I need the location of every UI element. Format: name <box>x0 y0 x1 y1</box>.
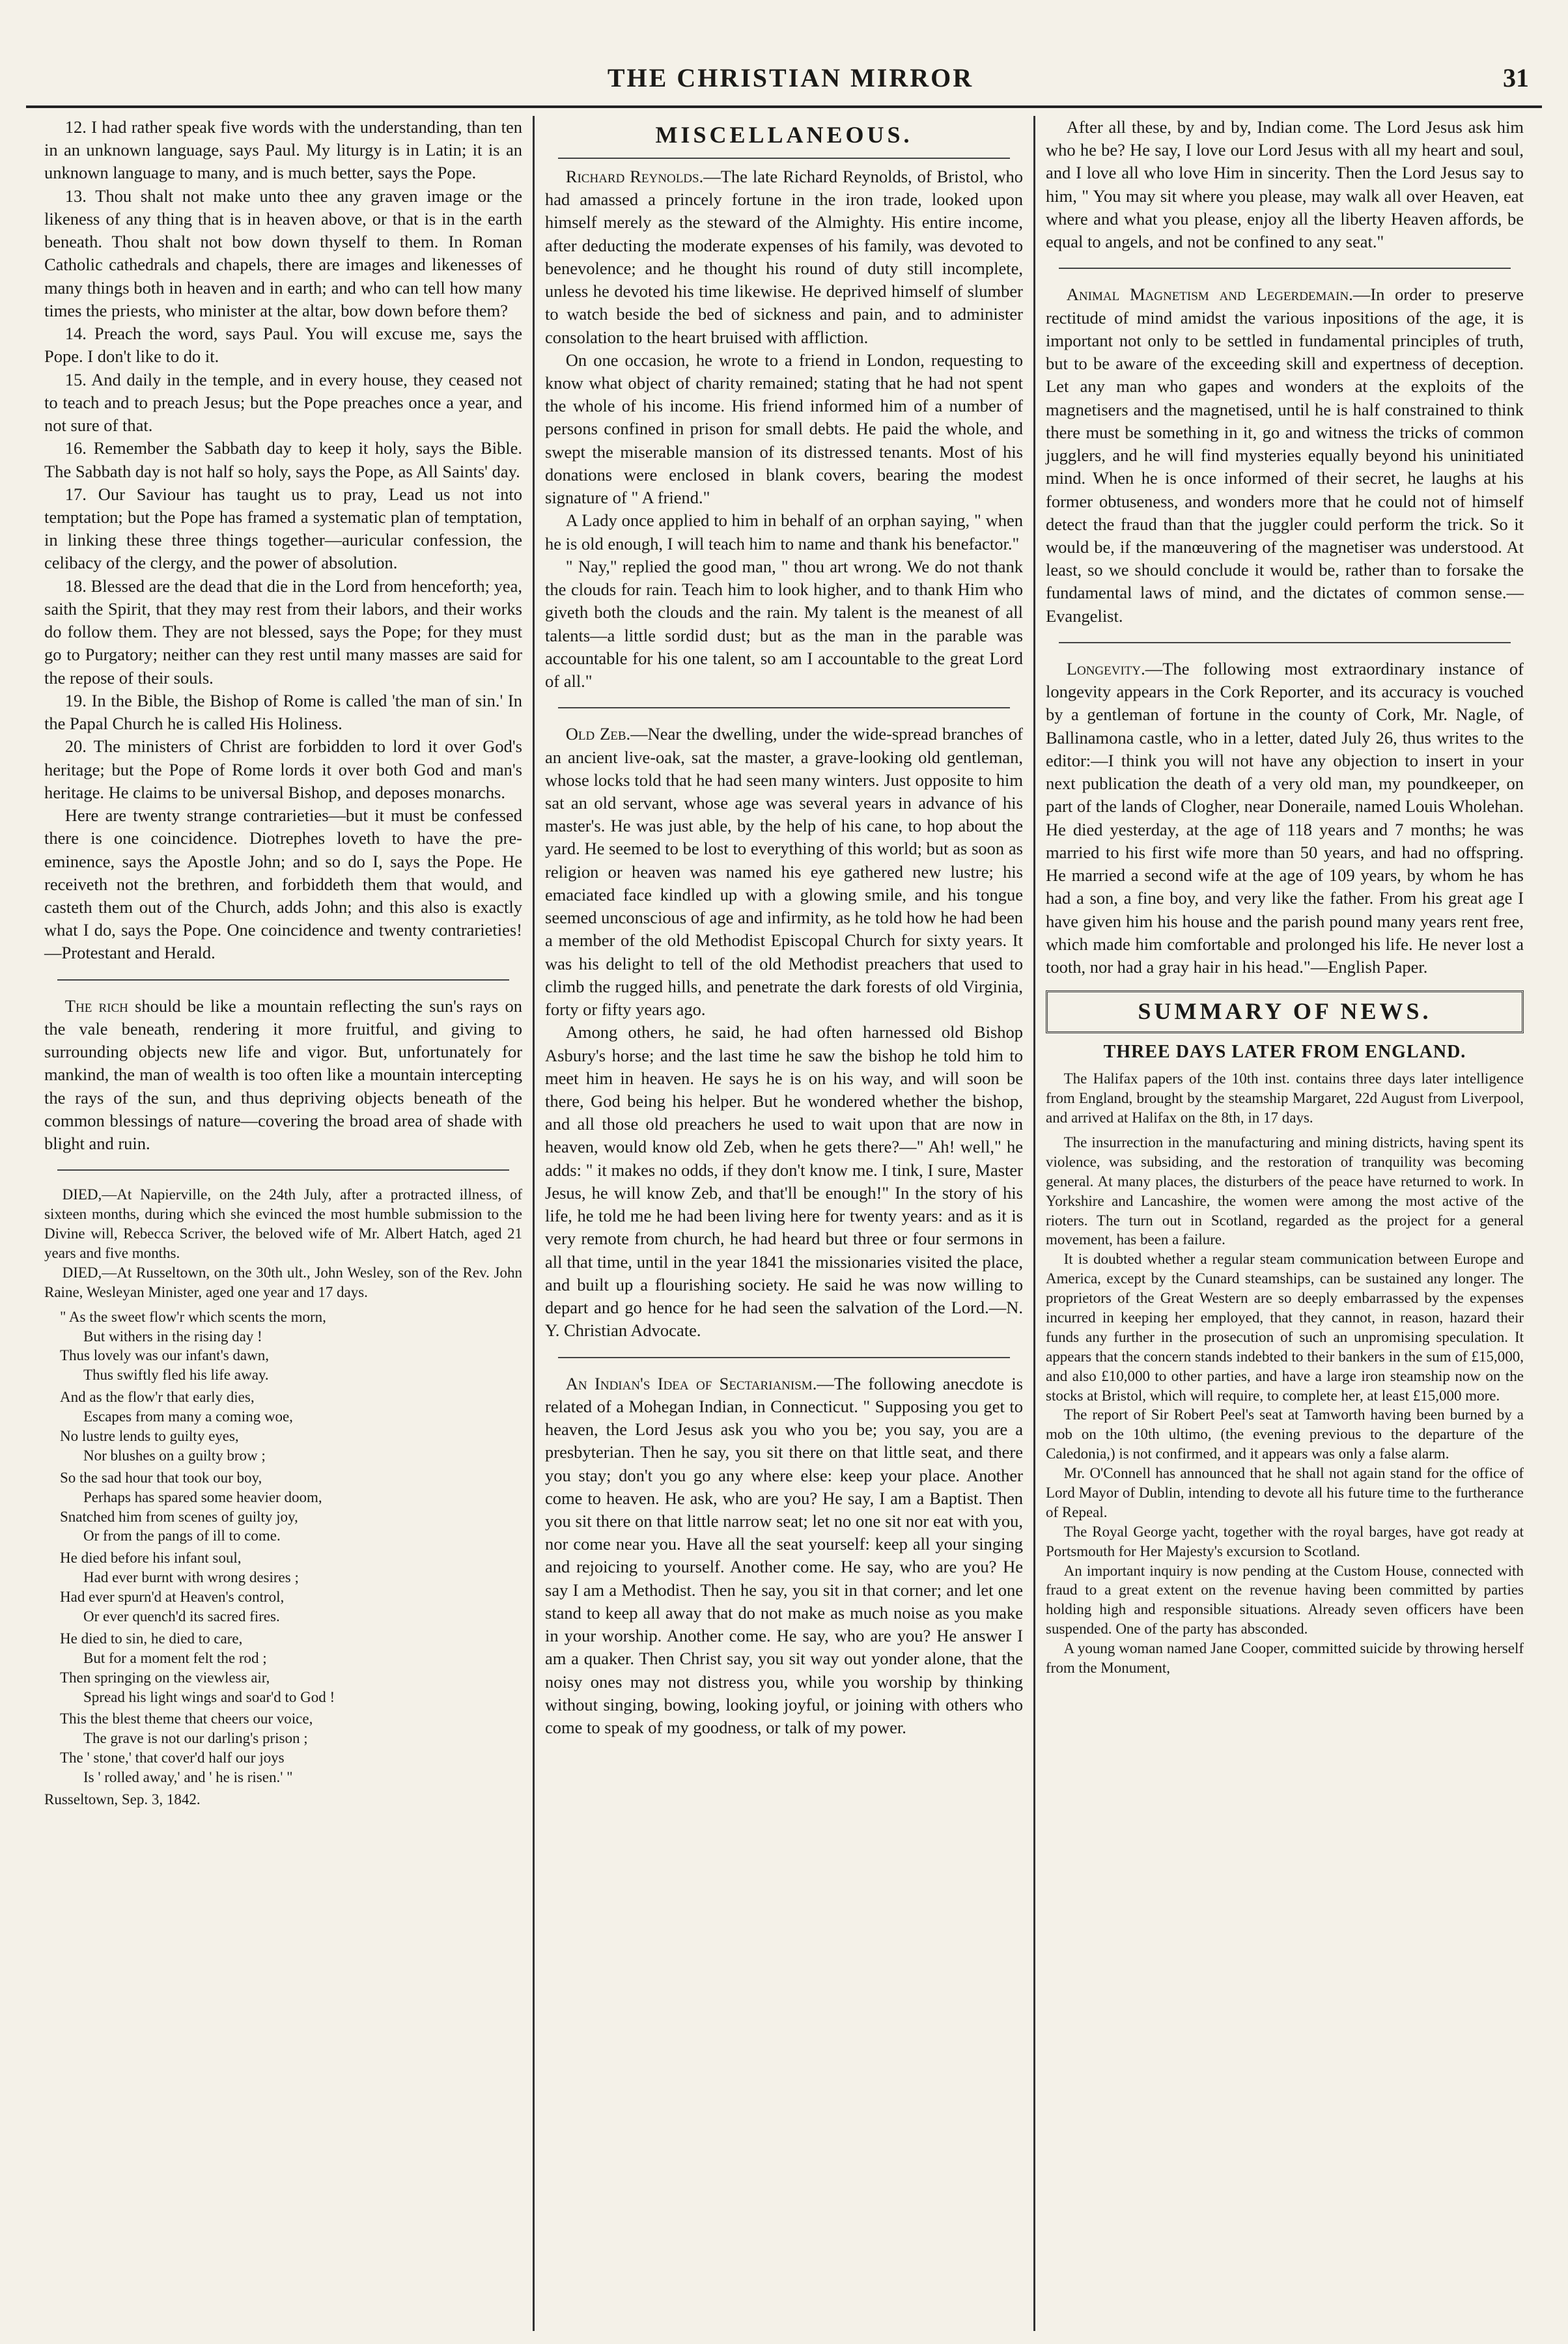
contrariety-paragraph: 13. Thou shalt not make unto thee any graven image or the likeness of any thing that is in heaven above, or that is in the earth beneath. Thou shalt not bow down thyself to them. In Roman Catholic cathedrals and chapels, there are images and likenesses of many things both in heaven and in earth; and who can tell how many times the priests, who minister at the altar, bow down before them? <box>44 186 522 320</box>
news-items <box>1046 1133 1524 1678</box>
poem-signature: Russeltown, Sep. 3, 1842. <box>44 1791 201 1808</box>
contrariety-paragraph: 14. Preach the word, says Paul. You will excuse me, says the Pope. I don't like to do it. <box>44 324 522 367</box>
divider <box>558 1357 1010 1358</box>
magnetism-article <box>1046 283 1524 628</box>
news-item: The insurrection in the manufacturing and mining districts, having spent its violence, was subsiding, and the restoration of tranquility was becoming general. At many places, the disturbers of the peace have returned to work. In Yorkshire and Lancashire, the women were among the most active of the rioters. The turn out in Scotland, regarded as the project for a general movement, has been a failure. <box>1046 1134 1524 1248</box>
rich-lead: The rich <box>64 996 128 1016</box>
divider <box>57 979 509 981</box>
obituary-2: DIED,—At Russeltown, on the 30th ult., John Wesley, son of the Rev. John Raine, Wesleyan Minister, aged one year and 17 days. <box>44 1264 522 1300</box>
poem-line: Escapes from many a coming woe, <box>83 1408 293 1425</box>
news-heading-box <box>1046 990 1524 1033</box>
reynolds-text: —The late Richard Reynolds, of Bristol, who had amassed a princely fortune in the iron trade, looked upon himself merely as the steward of the Almighty. His entire income, after deducting the moderate expenses of his family, was devoted to benevolence; and he thought his round of duty still incomplete, unless he devoted his time likewise. He deprived himself of slumber to watch beside the bed of sickness and pain, and to administer consolation to the heart bruised with affliction. <box>545 166 1023 347</box>
zeb-paragraph <box>545 1021 1023 1342</box>
contrariety-paragraph: 12. I had rather speak five words with the understanding, than ten in an unknown language, says Paul. My liturgy is in Latin; it is an unknown language to many, and is much better, says the Pope. <box>44 117 522 183</box>
zeb-lead: Old Zeb. <box>565 724 631 744</box>
contrariety-paragraph: 16. Remember the Sabbath day to keep it holy, says the Bible. The Sabbath day is not half so holy, says the Pope, as All Saints' day. <box>44 438 522 481</box>
poem-line: Had ever burnt with wrong desires ; <box>83 1569 299 1586</box>
column-1 <box>34 116 533 2331</box>
reynolds-text: " Nay," replied the good man, " thou art wrong. We do not thank the clouds for rain. Teach him to look higher, and to thank Him who giveth both the clouds and the rain. My talent is the meanest of all talents—a little sordid dust; but as the man in the parable was accountable for his one talent, so am I accountable to the great Lord of all." <box>545 556 1023 691</box>
news-item: The report of Sir Robert Peel's seat at Tamworth having been burned by a mob on the 10th ultimo, (the evening previous to the departure of the Caledonia,) is not confirmed, and it appears was only a false alarm. <box>1046 1406 1524 1462</box>
column-2 <box>533 116 1033 2331</box>
contrariety-paragraph: 17. Our Saviour has taught us to pray, Lead us not into temptation; but the Pope has framed a systematic plan of temptation, in linking these three things together—auricular confession, the celibacy of the clergy, and the power of absolution. <box>44 484 522 573</box>
zeb-text: Among others, he said, he had often harnessed old Bishop Asbury's horse; and the last time he saw the bishop he told him to meet him in heaven. He says he is on his way, and will soon be there, God being his helper. But he wondered whether the bishop, and all those old preachers he used to wait upon that are now in heaven, would know old Zeb, when he gets there?—" Ah! well," he adds: " it makes no odds, if they don't know me. I tink, I sure, Master Jesus, he will know Zeb, and that'll be enough!" In the story of his life, he told me he had been living here for twenty years: and as it is very remote from church, he had heard but three or four sermons in all that time, until in the year 1841 the missionaries visited the place, and built up a flourishing society. He said he was now willing to depart and go hence for he had seen the salvation of the Lord.—N. Y. Christian Advocate. <box>545 1022 1023 1341</box>
header-rule <box>26 105 1542 108</box>
contrariety-paragraph: 15. And daily in the temple, and in every house, they ceased not to teach and to preach Jesus; but the Pope preaches once a year, and not sure of that. <box>44 369 522 436</box>
news-item: The Royal George yacht, together with the royal barges, have got ready at Portsmouth for Her Majesty's excursion to Scotland. <box>1046 1523 1524 1559</box>
zeb-text: —Near the dwelling, under the wide-spread branches of an ancient live-oak, sat the master, a grave-looking old gentleman, whose locks told that he had seen many winters. Just opposite to him sat an old servant, whose age was several years in advance of his master's. He was just able, by the help of his cane, to hop about the yard. He seemed to be lost to everything of this world; but as soon as religion or heaven was named his eye gathered new lustre; his emaciated face kindled up with a glowing smile, and his tongue seemed unconscious of age and infirmity, as he told how he had been a member of the old Methodist Episcopal Church for sixty years. It was his delight to tell of the old Methodist preachers that used to climb the rugged hills, and penetrate the dark forests of old Virginia, forty or fifty years ago. <box>545 724 1023 1020</box>
poem-line: Or from the pangs of ill to come. <box>83 1528 281 1544</box>
poem-line: Or ever quench'd its sacred fires. <box>83 1608 280 1625</box>
poem-line: He died to sin, he died to care, <box>60 1630 243 1647</box>
poem-line: Spread his light wings and soar'd to God ! <box>83 1688 335 1705</box>
poem-line: And as the flow'r that early dies, <box>60 1389 255 1406</box>
poem-line: So the sad hour that took our boy, <box>60 1469 262 1486</box>
divider <box>558 158 1010 159</box>
poem-line: But withers in the rising day ! <box>83 1328 262 1345</box>
section-heading-news: SUMMARY OF NEWS. <box>1138 998 1432 1025</box>
divider <box>57 1169 509 1171</box>
news-item: An important inquiry is now pending at the Custom House, connected with fraud to a great extent on the revenue having been committed by parties holding high and responsible situations. Already seven officers have been suspended. One of the party has absconded. <box>1046 1562 1524 1638</box>
reynolds-paragraph <box>545 555 1023 693</box>
poem-line: Nor blushes on a guilty brow ; <box>83 1447 266 1464</box>
reynolds-text: On one occasion, he wrote to a friend in London, requesting to know what object of charity remained; stating that he had not spent the whole of his income. His friend informed him of a number of persons confined in prison for small debts. He paid the whole, and swept the miserable mansion of its distressed tenants. Most of his donations were enclosed in blank covers, bearing the modest signature of " A friend." <box>545 350 1023 508</box>
news-item: Mr. O'Connell has announced that he shall not again stand for the office of Lord Mayor of Dublin, intending to devote all his future time to the furtherance of Repeal. <box>1046 1465 1524 1520</box>
contrarieties-list <box>44 116 522 965</box>
poem-line: No lustre lends to guilty eyes, <box>60 1428 239 1444</box>
poem-line: " As the sweet flow'r which scents the morn, <box>60 1308 326 1325</box>
magnetism-lead: Animal Magnetism and Legerdemain. <box>1066 285 1353 305</box>
longevity-lead: Longevity. <box>1066 658 1145 678</box>
reynolds-text: A Lady once applied to him in behalf of an orphan saying, " when he is old enough, I will teach him to name and thank his benefactor." <box>545 510 1023 553</box>
contrariety-paragraph: 19. In the Bible, the Bishop of Rome is called 'the man of sin.' In the Papal Church he is called His Holiness. <box>44 690 522 734</box>
poem-line: Snatched him from scenes of guilty joy, <box>60 1508 298 1525</box>
old-zeb-article <box>545 723 1023 1342</box>
reynolds-article <box>545 165 1023 693</box>
poem-line: This the blest theme that cheers our voice, <box>60 1710 313 1727</box>
longevity-article <box>1046 658 1524 979</box>
masthead-title: THE CHRISTIAN MIRROR <box>607 63 974 92</box>
divider <box>558 707 1010 708</box>
reynolds-paragraph <box>545 165 1023 349</box>
poem-line: Had ever spurn'd at Heaven's control, <box>60 1589 285 1606</box>
divider <box>1059 268 1511 269</box>
poem-line: He died before his infant soul, <box>60 1550 242 1567</box>
running-head <box>39 63 1542 99</box>
poem <box>44 1307 522 1787</box>
rich-text: should be like a mountain reflecting the sun's rays on the vale beneath, rendering it more fruitful, and giving to surrounding objects new life and vigor. But, unfortunately for mankind, the man of wealth is too often like a mountain intercepting the rays of the sun, and thus depriving objects beneath of the common blessings of nature—covering the broad area of shade with blight and ruin. <box>44 996 522 1154</box>
longevity-text: —The following most extraordinary instance of longevity appears in the Cork Reporter, and its accuracy is vouched by a gentleman of fortune in the county of Cork, Mr. Nagle, of Ballinamona castle, who in a letter, dated July 26, thus writes to the editor:—I think you will not have any objection to insert in your next publication the death of a very old man, my poundkeeper, on part of the lands of Clogher, near Doneraile, named Louis Wholehan. He died yesterday, at the age of 118 years and 7 months; he was married to his first wife more than 50 years, and had no offspring. He married a second wife at the age of 109 years, by whom he has had a son, a fine boy, and very like the father. From his great age I have given him his house and the parish pound many years rent free, which made him comfortable and prolonged his life. He never lost a tooth, nor had a gray hair in his head."—English Paper. <box>1046 658 1524 977</box>
reynolds-paragraph <box>545 509 1023 555</box>
news-item: A young woman named Jane Cooper, committed suicide by throwing herself from the Monument, <box>1046 1640 1524 1677</box>
news-headline: THREE DAYS LATER FROM ENGLAND. <box>1103 1042 1466 1063</box>
indian-text: —The following anecdote is related of a Mohegan Indian, in Connecticut. " Supposing you get to heaven, the Lord Jesus ask you who you be; you say, you are a presbyterian. Then he say, you sit there on that little seat, and there you stay; don't you go any where else: keep your place. Another come to heaven. He ask, who are you? He say, I am a Baptist. Then you sit there on that little narrow seat; let no one sit nor eat with you, nor come near you. Have all the seat yourself: keep all your singing and rejoicing to yourself. Another come. He say, who are you? He say I am a Methodist. Then he say, you sit in that corner; and let one stand to keep all away that do not make as much noise as you make in your worship. Another come. He say, who are you? He answer I am a quaker. Then Christ say, you sit way out yonder alone, that the noisy ones may not distress you, while you worship by thinking without singing, bowing, looking joyful, or joining with others who come to speak of my goodness, or talk of my power. <box>545 1373 1023 1738</box>
reynolds-lead: Richard Reynolds. <box>565 166 704 186</box>
indian-article <box>545 1373 1023 1740</box>
poem-line: But for a moment felt the rod ; <box>83 1649 267 1666</box>
divider <box>1059 642 1511 643</box>
poem-line: The grave is not our darling's prison ; <box>83 1730 308 1747</box>
poem-line: Is ' rolled away,' and ' he is risen.' " <box>83 1769 293 1786</box>
rich-paragraph <box>44 995 522 1156</box>
poem-line: Then springing on the viewless air, <box>60 1669 270 1686</box>
section-heading-miscellaneous: MISCELLANEOUS. <box>655 122 913 148</box>
poem-line: The ' stone,' that cover'd half our joys <box>60 1750 285 1766</box>
obituary-1: DIED,—At Napierville, on the 24th July, after a protracted illness, of sixteen months, during which she evinced the most humble submission to the Divine will, Rebecca Scriver, the beloved wife of Mr. Albert Hatch, aged 21 years and five months. <box>44 1186 522 1261</box>
news-item: It is doubted whether a regular steam communication between Europe and America, except by the Cunard steamships, can be sustained any longer. The proprietors of the Great Western are so deeply embarrassed by the expenses incurred in keeping her employed, that they cannot, in reason, hazard their funds any further in the prosecution of such an unpromising speculation. It appears that the concern stands indebted to their bankers in the sum of £15,000, and also £10,000 to other parties, and have a large iron steamship now on the stocks at Bristol, which will require, to complete her, at least £15,000 more. <box>1046 1251 1524 1404</box>
poem-line: Perhaps has spared some heavier doom, <box>83 1488 322 1505</box>
indian-continued: After all these, by and by, Indian come. The Lord Jesus ask him who he be? He say, I love our Lord Jesus with all my heart and soul, and I love all who love Him in sincerity. Then the Lord Jesus say to him, " You may sit where you please, may walk all over Heaven, eat where and what you please, enjoy all the liberty Heaven affords, be equal to angels, and not be confined to any seat." <box>1046 117 1524 252</box>
page-number: 31 <box>1503 63 1529 92</box>
indian-lead: An Indian's Idea of Sectarianism. <box>565 1373 817 1393</box>
magnetism-text: —In order to preserve rectitude of mind amidst the various inpositions of the age, it is important not only to be settled in fundamental principles of truth, but to be aware of the exceeding skill and expertness of deception. Let any man who gapes and wonders at the exploits of the magnetisers and the magnetised, until he is half constrained to think there must be something in it, go and witness the tricks of common jugglers, and he will find mysteries equally beyond his uninitiated mind. When he is once informed of their secret, he laughs at his former obtuseness, and wonders more that he could not of himself detect the fraud than that the juggler could perform the trick. So it would be, if the manœuvering of the magnetiser was understood. At least, so we should conclude it would be, rather than to forsake the fundamental laws of mind, and the dictates of common sense.—Evangelist. <box>1046 285 1524 626</box>
contrariety-paragraph: Here are twenty strange contrarieties—but it must be confessed there is one coincidence. Diotrephes loveth to have the pre-eminence, says the Apostle John; and so do I, says the Pope. He receiveth not the brethren, and forbiddeth them that would, and casteth them out of the Church, adds John; and this also is exactly what I do, says the Pope. One coincidence and twenty contrarieties!—Protestant and Herald. <box>44 805 522 963</box>
contrariety-paragraph: 18. Blessed are the dead that die in the Lord from henceforth; yea, saith the Spirit, that they may rest from their labors, and their works do follow them. They are not blessed, says the Pope; for they must go to Purgatory; neither can they rest until many masses are said for the repose of their souls. <box>44 576 522 688</box>
contrariety-paragraph: 20. The ministers of Christ are forbidden to lord it over God's heritage; but the Pope of Rome lords it over both God and man's heritage. He claims to be universal Bishop, and deposes monarchs. <box>44 736 522 802</box>
poem-line: Thus swiftly fled his life away. <box>83 1367 269 1384</box>
news-intro: The Halifax papers of the 10th inst. contains three days later intelligence from England, brought by the steamship Margaret, 22d August from Liverpool, and arrived at Halifax on the 8th, in 17 days. <box>1046 1070 1524 1126</box>
zeb-paragraph <box>545 723 1023 1021</box>
columns <box>34 116 1534 2331</box>
column-3 <box>1033 116 1534 2331</box>
reynolds-paragraph <box>545 349 1023 510</box>
poem-line: Thus lovely was our infant's dawn, <box>60 1347 269 1364</box>
